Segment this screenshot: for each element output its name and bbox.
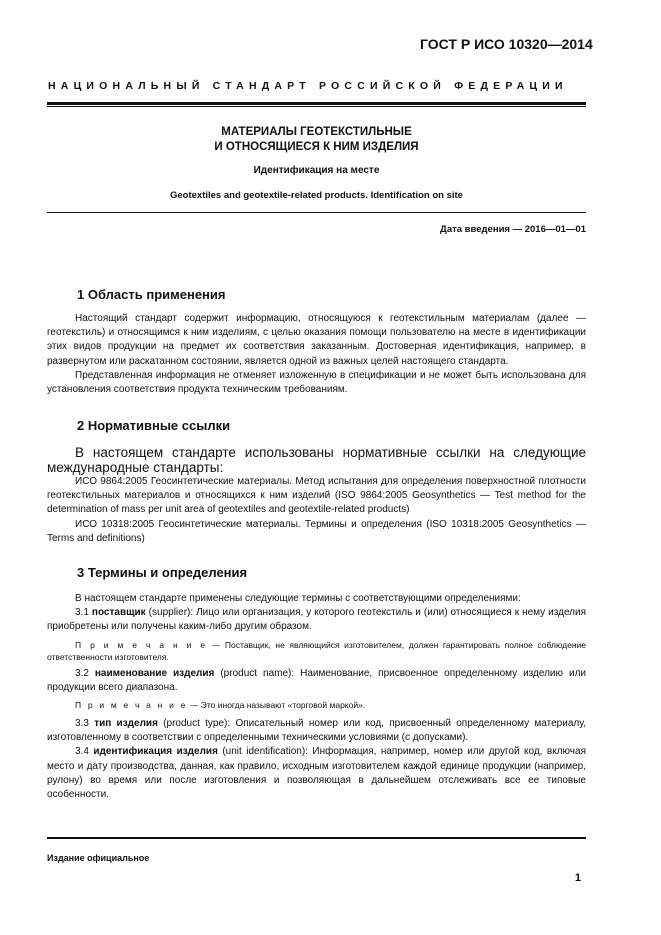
divider-thin xyxy=(47,106,586,107)
section-2-heading: 2 Нормативные ссылки xyxy=(77,418,231,433)
standard-code: ГОСТ Р ИСО 10320—2014 xyxy=(420,36,593,52)
title-divider xyxy=(47,212,586,213)
reference-iso-9864: ИСО 9864:2005 Геосинтетические материалы. Метод испытания для определения поверхностной плотности геотекстильных материалов и относящихся к ним изделий (ISO 9864:2005 Geosynthetics — Test method for the determination of mass per unit area of geotextiles and geotextile-related products) xyxy=(47,476,586,516)
section-2-intro: В настоящем стандарте использованы нормативные ссылки на следующие международные стандарты: xyxy=(47,445,586,475)
section-3-heading: 3 Термины и определения xyxy=(77,565,248,580)
reference-iso-10318: ИСО 10318:2005 Геосинтетические материалы. Термины и определения (ISO 10318:2005 Geosynthetics — Terms and definitions) xyxy=(47,518,586,544)
section-1-body xyxy=(47,312,586,397)
footer-divider xyxy=(47,837,586,839)
document-subtitle: Идентификация на месте xyxy=(253,165,380,176)
note-3-2: П р и м е ч а н и е — Это иногда называют «торговой маркой». xyxy=(75,700,366,711)
national-standard-banner: НАЦИОНАЛЬНЫЙ СТАНДАРТ РОССИЙСКОЙ ФЕДЕРАЦИИ xyxy=(48,80,568,92)
note-3-1: П р и м е ч а н и е — Поставщик, не являющийся изготовителем, должен гарантировать полное соблюдение ответственности изготовителя. xyxy=(47,639,586,662)
term-3-1: 3.1 поставщик (supplier): Лицо или организация, у которого геотекстиль и (или) относящиеся к нему изделия приобретены или получены каким-либо другим образом. xyxy=(47,607,587,633)
document-title: МАТЕРИАЛЫ ГЕОТЕКСТИЛЬНЫЕ И ОТНОСЯЩИЕСЯ К НИМ ИЗДЕЛИЯ xyxy=(214,126,419,153)
section-1-paragraph-1: Настоящий стандарт содержит информацию, относящуюся к геотекстильным материалам (далее — геотекстиль) и относящимся к ним изделиям, с целью оказания помощи пользователю на месте в идентификации этих видов продукции на предмет их соответствия заказанным. Достоверная идентификация, например, в развернутом или раскатанном состоянии, является одной из важных целей настоящего стандарта. xyxy=(47,313,586,367)
term-3-3: 3.3 тип изделия (product type): Описательный номер или код, присвоенный определенному материалу, изготовленному в соответствии с определенными техническими условиями (с допусками). xyxy=(47,718,586,744)
english-title: Geotextiles and geotextile-related products. Identification on site xyxy=(170,190,463,201)
term-3-4: 3.4 идентификация изделия (unit identification): Информация, например, номер или другой код, включая место и дату производства, данная, как правило, исходным изготовителем каждой единице продукции (например, рулону) во время или после изготовления и позволяющая в дальнейшем отслеживать все ее типовые особенности. xyxy=(47,746,586,801)
section-3-intro: В настоящем стандарте применены следующие термины с соответствующими определениями: xyxy=(75,593,521,604)
section-1-paragraph-2: Представленная информация не отменяет изложенную в спецификации и не может быть использована для установления соответствия продукта техническим требованиям. xyxy=(47,369,586,396)
official-edition-label: Издание официальное xyxy=(47,853,150,863)
introduction-date: Дата введения — 2016—01—01 xyxy=(440,224,586,235)
term-3-2: 3.2 наименование изделия (product name): Наименование, присвоенное определенному изделию или продукции всего диапазона. xyxy=(47,667,586,693)
divider-thick xyxy=(47,102,586,105)
section-1-heading: 1 Область применения xyxy=(77,287,226,302)
section-3-body xyxy=(47,592,586,802)
section-2-body xyxy=(47,445,586,546)
page-number: 1 xyxy=(574,872,581,884)
